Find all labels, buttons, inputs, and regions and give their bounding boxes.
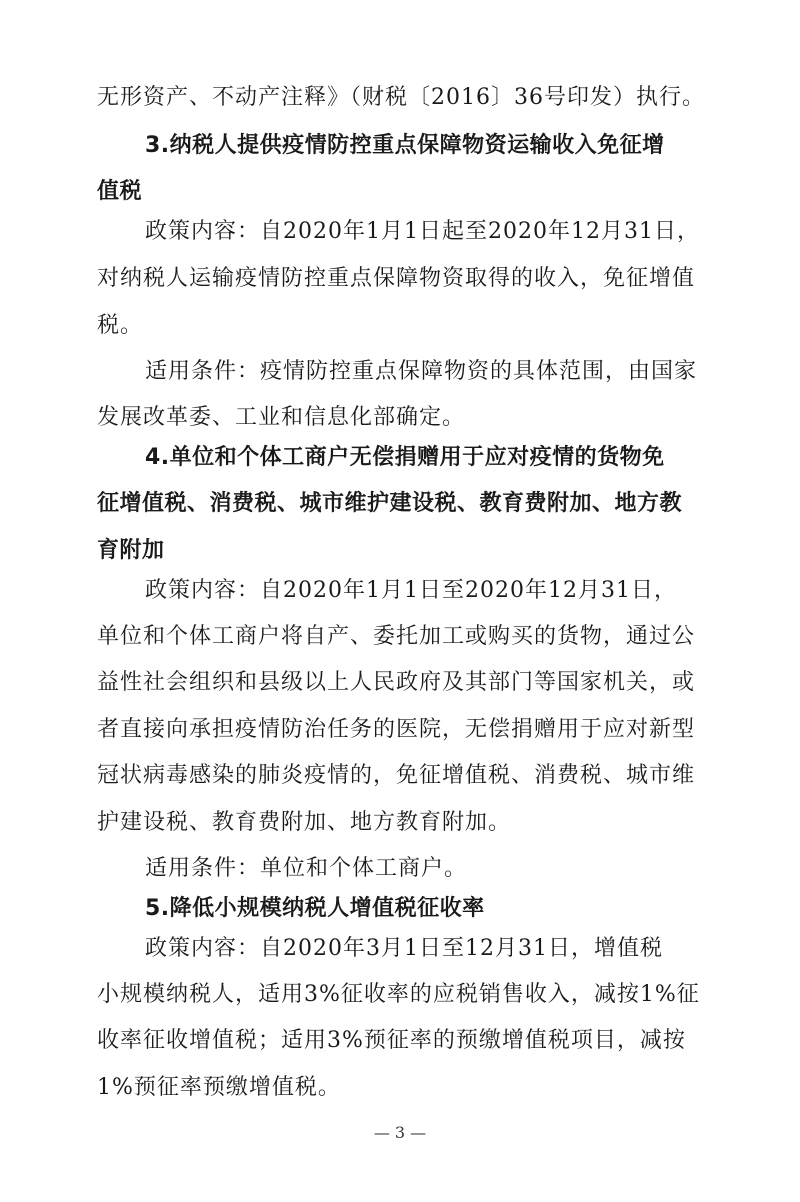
policy-content-5: 政策内容：自2020年3月1日至12月31日，增值税	[145, 936, 663, 961]
section-heading-4-cont: 征增值税、消费税、城市维护建设税、教育费附加、地方教	[97, 491, 683, 516]
paragraph-line: 小规模纳税人，适用3%征收率的应税销售收入，减按1%征	[97, 982, 700, 1007]
section-heading-3-cont: 值税	[97, 179, 143, 204]
section-heading-4-cont: 育附加	[97, 538, 165, 563]
section-heading-4: 4.单位和个体工商户无偿捐赠用于应对疫情的货物免	[145, 445, 665, 470]
page-number: — 3 —	[373, 1123, 427, 1142]
policy-content-4: 政策内容：自2020年1月1日至2020年12月31日，	[145, 578, 677, 603]
applicable-conditions-3: 适用条件：疫情防控重点保障物资的具体范围，由国家	[145, 359, 698, 384]
paragraph-line: 冠状病毒感染的肺炎疫情的，免征增值税、消费税、城市维	[97, 763, 696, 788]
paragraph-line: 者直接向承担疫情防治任务的医院，无偿捐赠用于应对新型	[97, 717, 696, 742]
section-heading-3: 3.纳税人提供疫情防控重点保障物资运输收入免征增	[145, 133, 665, 158]
paragraph-line: 1%预征率预缴增值税。	[97, 1075, 341, 1100]
paragraph-line: 无形资产、不动产注释》（财税〔2016〕36号印发）执行。	[97, 85, 705, 110]
policy-content-3: 政策内容：自2020年1月1日起至2020年12月31日，	[145, 219, 700, 244]
paragraph-line: 单位和个体工商户将自产、委托加工或购买的货物，通过公	[97, 624, 696, 649]
paragraph-line: 益性社会组织和县级以上人民政府及其部门等国家机关，或	[97, 670, 696, 695]
paragraph-line: 发展改革委、工业和信息化部确定。	[97, 405, 466, 430]
paragraph-line: 收率征收增值税；适用3%预征率的预缴增值税项目，减按	[97, 1028, 686, 1053]
paragraph-line: 对纳税人运输疫情防控重点保障物资取得的收入，免征增值	[97, 266, 696, 291]
paragraph-line: 护建设税、教育费附加、地方教育附加。	[97, 810, 512, 835]
paragraph-line: 税。	[97, 313, 144, 338]
applicable-conditions-4: 适用条件：单位和个体工商户。	[145, 856, 468, 881]
section-heading-5: 5.降低小规模纳税人增值税征收率	[145, 896, 485, 921]
